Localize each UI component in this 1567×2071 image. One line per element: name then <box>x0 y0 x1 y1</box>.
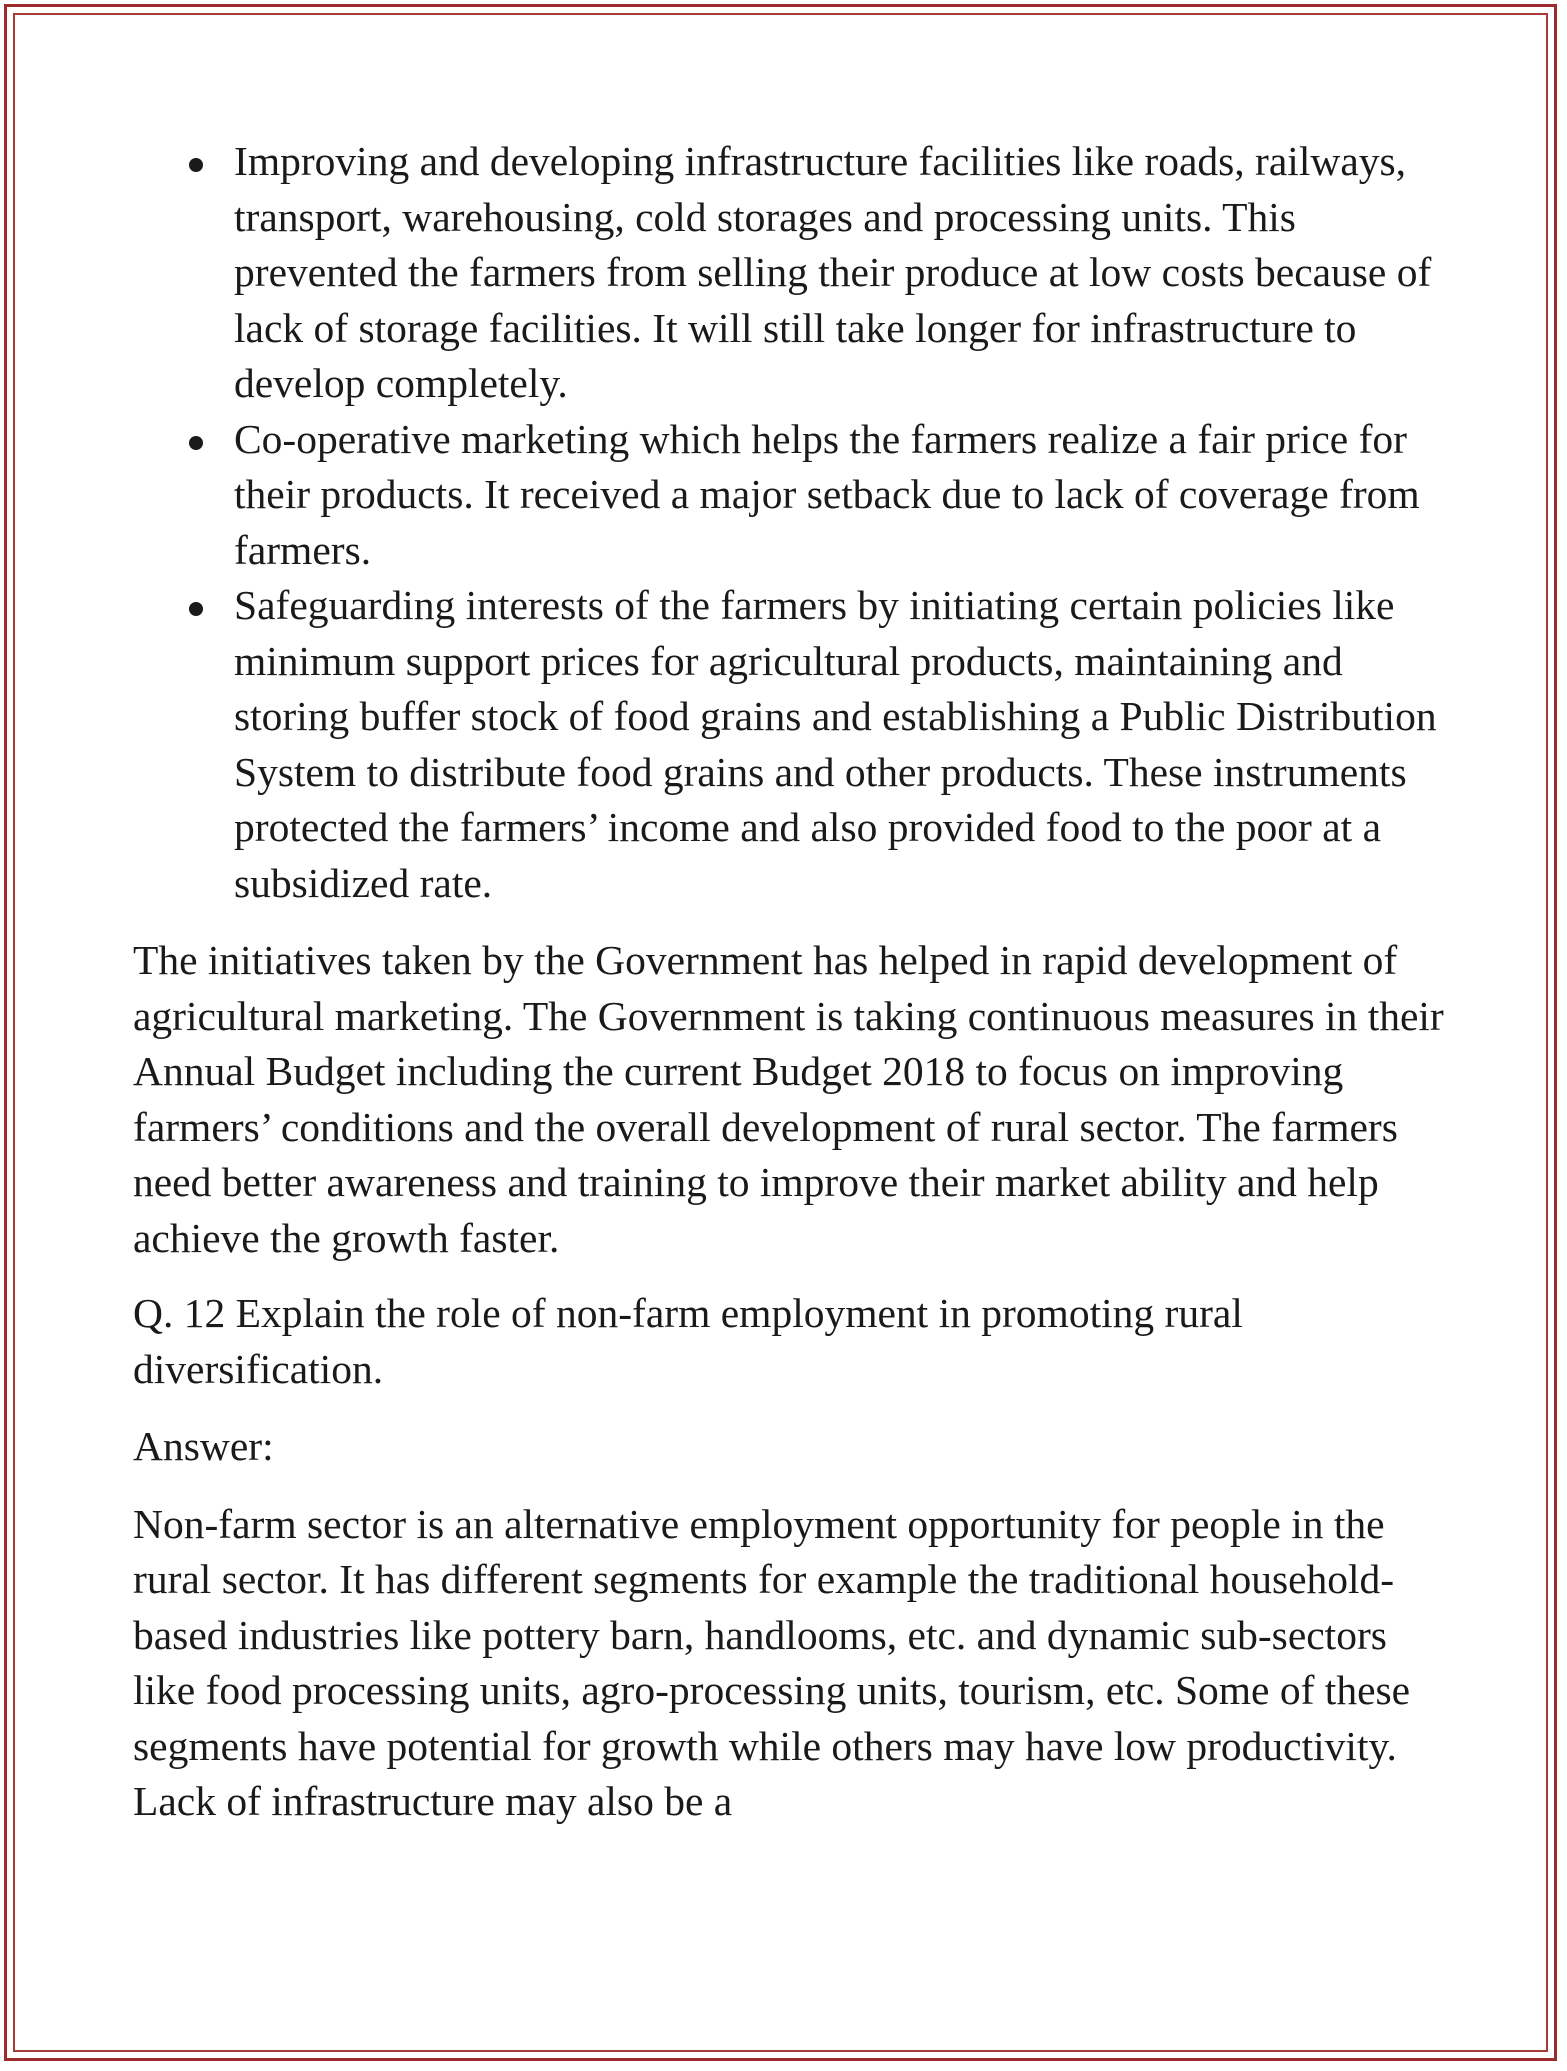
bullet-list <box>133 134 1453 911</box>
bullet-item-infrastructure <box>133 134 1453 412</box>
bullet-text: Improving and developing infrastructure facilities like roads, railways, transport, warehousing, cold storages and processing units. This prevented the farmers from selling their produce at low costs because of lack of storage facilities. It will still take longer for infrastructure to develop completely. <box>234 138 1432 406</box>
bullet-item-cooperative <box>133 412 1453 579</box>
bullet-text: Safeguarding interests of the farmers by initiating certain policies like minimum support prices for agricultural products, maintaining and storing buffer stock of food grains and establishing a Public Distribution System to distribute food grains and other products. These instruments protected the farmers’ income and also provided food to the poor at a subsidized rate. <box>234 582 1437 906</box>
bullet-dot-icon <box>189 158 203 172</box>
bullet-item-safeguarding <box>133 578 1453 911</box>
bullet-dot-icon <box>189 602 203 616</box>
bullet-dot-icon <box>189 436 203 450</box>
bullet-text: Co-operative marketing which helps the farmers realize a fair price for their products. It received a major setback due to lack of coverage from farmers. <box>234 415 1420 573</box>
question-12: Q. 12 Explain the role of non-farm employment in promoting rural diversification. <box>133 1290 1243 1392</box>
page-content <box>133 134 1453 1830</box>
paragraph-government-initiatives: The initiatives taken by the Government has helped in rapid development of agricultural marketing. The Government is taking continuous measures in their Annual Budget including the current Budget 2018 to focus on improving farmers’ conditions and the overall development of rural sector. The farmers need better awareness and training to improve their market ability and help achieve the growth faster. <box>133 937 1444 1261</box>
paragraph-non-farm-sector: Non-farm sector is an alternative employment opportunity for people in the rural sector. It has different segments for example the traditional household-based industries like pottery barn, handlooms, etc. and dynamic sub-sectors like food processing units, agro-processing units, tourism, etc. Some of these segments have potential for growth while others may have low productivity. Lack of infrastructure may also be a <box>133 1500 1411 1824</box>
answer-label: Answer: <box>133 1423 274 1469</box>
